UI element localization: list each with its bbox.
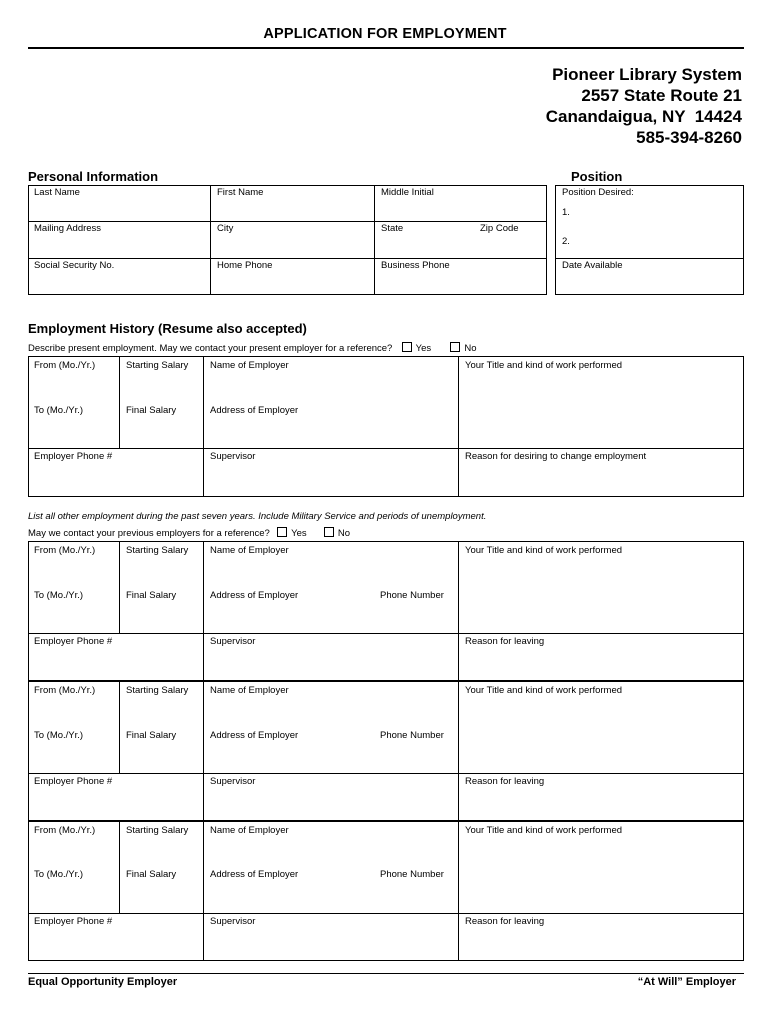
personal-info-heading: Personal Information (28, 169, 159, 184)
prev1-phone-number-field[interactable]: Phone Number (380, 590, 444, 601)
position-choice-2[interactable]: 2. (562, 236, 570, 247)
column-divider (374, 185, 375, 295)
present-to-field[interactable]: To (Mo./Yr.) (34, 405, 84, 416)
present-reference-prompt: Describe present employment. May we contact your present employer for a reference? (28, 343, 393, 354)
first-name-field[interactable]: First Name (217, 187, 264, 198)
title-divider (28, 47, 744, 49)
column-divider (119, 356, 120, 448)
column-divider (203, 541, 204, 681)
equal-opportunity-label: Equal Opportunity Employer (28, 976, 178, 988)
prev2-starting-salary-field[interactable]: Starting Salary (126, 685, 189, 696)
present-no-checkbox[interactable] (450, 342, 460, 352)
present-yes-label: Yes (415, 343, 432, 354)
row-divider (28, 633, 744, 634)
present-employment-block (28, 356, 744, 497)
previous-reference-question (28, 527, 350, 539)
at-will-label: “At Will” Employer (637, 976, 736, 988)
row-divider (555, 258, 744, 259)
prev1-supervisor-field[interactable]: Supervisor (210, 636, 256, 647)
previous-reference-prompt: May we contact your previous employers for a reference? (28, 528, 270, 539)
column-divider (203, 821, 204, 961)
present-no-label: No (464, 343, 477, 354)
prev3-to-field[interactable]: To (Mo./Yr.) (34, 869, 84, 880)
column-divider (210, 185, 211, 295)
prev3-title-field[interactable]: Your Title and kind of work performed (465, 825, 623, 836)
present-reason-change-field[interactable]: Reason for desiring to change employment (465, 451, 647, 462)
row-divider (28, 258, 547, 259)
position-box (555, 185, 744, 295)
middle-initial-field[interactable]: Middle Initial (381, 187, 434, 198)
date-available-field[interactable]: Date Available (562, 260, 623, 271)
row-divider (28, 448, 744, 449)
present-from-field[interactable]: From (Mo./Yr.) (34, 360, 96, 371)
prev1-final-salary-field[interactable]: Final Salary (126, 590, 177, 601)
other-employment-instruction: List all other employment during the past seven years. Include Military Service and periods of unemployment. (28, 511, 487, 522)
column-divider (119, 541, 120, 633)
prev3-starting-salary-field[interactable]: Starting Salary (126, 825, 189, 836)
present-starting-salary-field[interactable]: Starting Salary (126, 360, 189, 371)
prev3-reason-leaving-field[interactable]: Reason for leaving (465, 916, 545, 927)
present-yes-checkbox[interactable] (402, 342, 412, 352)
column-divider (119, 681, 120, 773)
present-employer-name-field[interactable]: Name of Employer (210, 360, 289, 371)
previous-employment-block-2 (28, 681, 744, 821)
previous-yes-label: Yes (291, 528, 307, 539)
organization-address-line2: Canandaigua, NY 14424 (545, 107, 742, 126)
prev2-employer-address-field[interactable]: Address of Employer (210, 730, 299, 741)
form-title: APPLICATION FOR EMPLOYMENT (263, 26, 507, 42)
last-name-field[interactable]: Last Name (34, 187, 80, 198)
present-title-field[interactable]: Your Title and kind of work performed (465, 360, 623, 371)
prev3-supervisor-field[interactable]: Supervisor (210, 916, 256, 927)
column-divider (458, 681, 459, 821)
previous-no-label: No (337, 528, 351, 539)
prev3-final-salary-field[interactable]: Final Salary (126, 869, 177, 880)
present-supervisor-field[interactable]: Supervisor (210, 451, 256, 462)
business-phone-field[interactable]: Business Phone (381, 260, 450, 271)
prev2-employer-phone-field[interactable]: Employer Phone # (34, 776, 113, 787)
prev2-employer-name-field[interactable]: Name of Employer (210, 685, 289, 696)
prev2-phone-number-field[interactable]: Phone Number (380, 730, 444, 741)
row-divider (28, 773, 744, 774)
position-heading: Position (571, 169, 623, 184)
home-phone-field[interactable]: Home Phone (217, 260, 273, 271)
prev1-title-field[interactable]: Your Title and kind of work performed (465, 545, 623, 556)
prev1-starting-salary-field[interactable]: Starting Salary (126, 545, 189, 556)
prev2-reason-leaving-field[interactable]: Reason for leaving (465, 776, 545, 787)
zip-code-field[interactable]: Zip Code (480, 223, 519, 234)
organization-name: Pioneer Library System (552, 65, 742, 84)
prev1-employer-name-field[interactable]: Name of Employer (210, 545, 289, 556)
prev1-from-field[interactable]: From (Mo./Yr.) (34, 545, 96, 556)
employment-history-heading: Employment History (Resume also accepted) (28, 321, 307, 336)
row-divider (28, 221, 547, 222)
column-divider (458, 356, 459, 497)
previous-employment-block-3 (28, 821, 744, 961)
prev3-from-field[interactable]: From (Mo./Yr.) (34, 825, 96, 836)
ssn-field[interactable]: Social Security No. (34, 260, 115, 271)
prev3-phone-number-field[interactable]: Phone Number (380, 869, 444, 880)
column-divider (203, 356, 204, 497)
city-field[interactable]: City (217, 223, 234, 234)
position-desired-field[interactable]: Position Desired: (562, 187, 634, 198)
prev1-to-field[interactable]: To (Mo./Yr.) (34, 590, 84, 601)
footer-divider (28, 973, 744, 974)
state-field[interactable]: State (381, 223, 404, 234)
prev3-employer-phone-field[interactable]: Employer Phone # (34, 916, 113, 927)
column-divider (458, 821, 459, 961)
column-divider (458, 541, 459, 681)
prev2-to-field[interactable]: To (Mo./Yr.) (34, 730, 84, 741)
organization-phone: 585-394-8260 (636, 128, 742, 147)
row-divider (28, 913, 744, 914)
previous-yes-checkbox[interactable] (277, 527, 287, 537)
prev2-supervisor-field[interactable]: Supervisor (210, 776, 256, 787)
column-divider (119, 821, 120, 913)
column-divider (203, 681, 204, 821)
prev1-employer-address-field[interactable]: Address of Employer (210, 590, 299, 601)
position-choice-1[interactable]: 1. (562, 207, 570, 218)
previous-employment-block-1 (28, 541, 744, 681)
prev1-employer-phone-field[interactable]: Employer Phone # (34, 636, 113, 647)
present-final-salary-field[interactable]: Final Salary (126, 405, 177, 416)
organization-block (546, 64, 742, 148)
prev2-from-field[interactable]: From (Mo./Yr.) (34, 685, 96, 696)
present-employer-address-field[interactable]: Address of Employer (210, 405, 299, 416)
prev1-reason-leaving-field[interactable]: Reason for leaving (465, 636, 545, 647)
mailing-address-field[interactable]: Mailing Address (34, 223, 102, 234)
personal-info-box (28, 185, 547, 295)
present-employer-phone-field[interactable]: Employer Phone # (34, 451, 113, 462)
prev2-final-salary-field[interactable]: Final Salary (126, 730, 177, 741)
organization-address-line1: 2557 State Route 21 (581, 86, 742, 105)
prev3-employer-address-field[interactable]: Address of Employer (210, 869, 299, 880)
prev3-employer-name-field[interactable]: Name of Employer (210, 825, 289, 836)
present-reference-question (28, 342, 477, 354)
prev2-title-field[interactable]: Your Title and kind of work performed (465, 685, 623, 696)
previous-no-checkbox[interactable] (324, 527, 334, 537)
